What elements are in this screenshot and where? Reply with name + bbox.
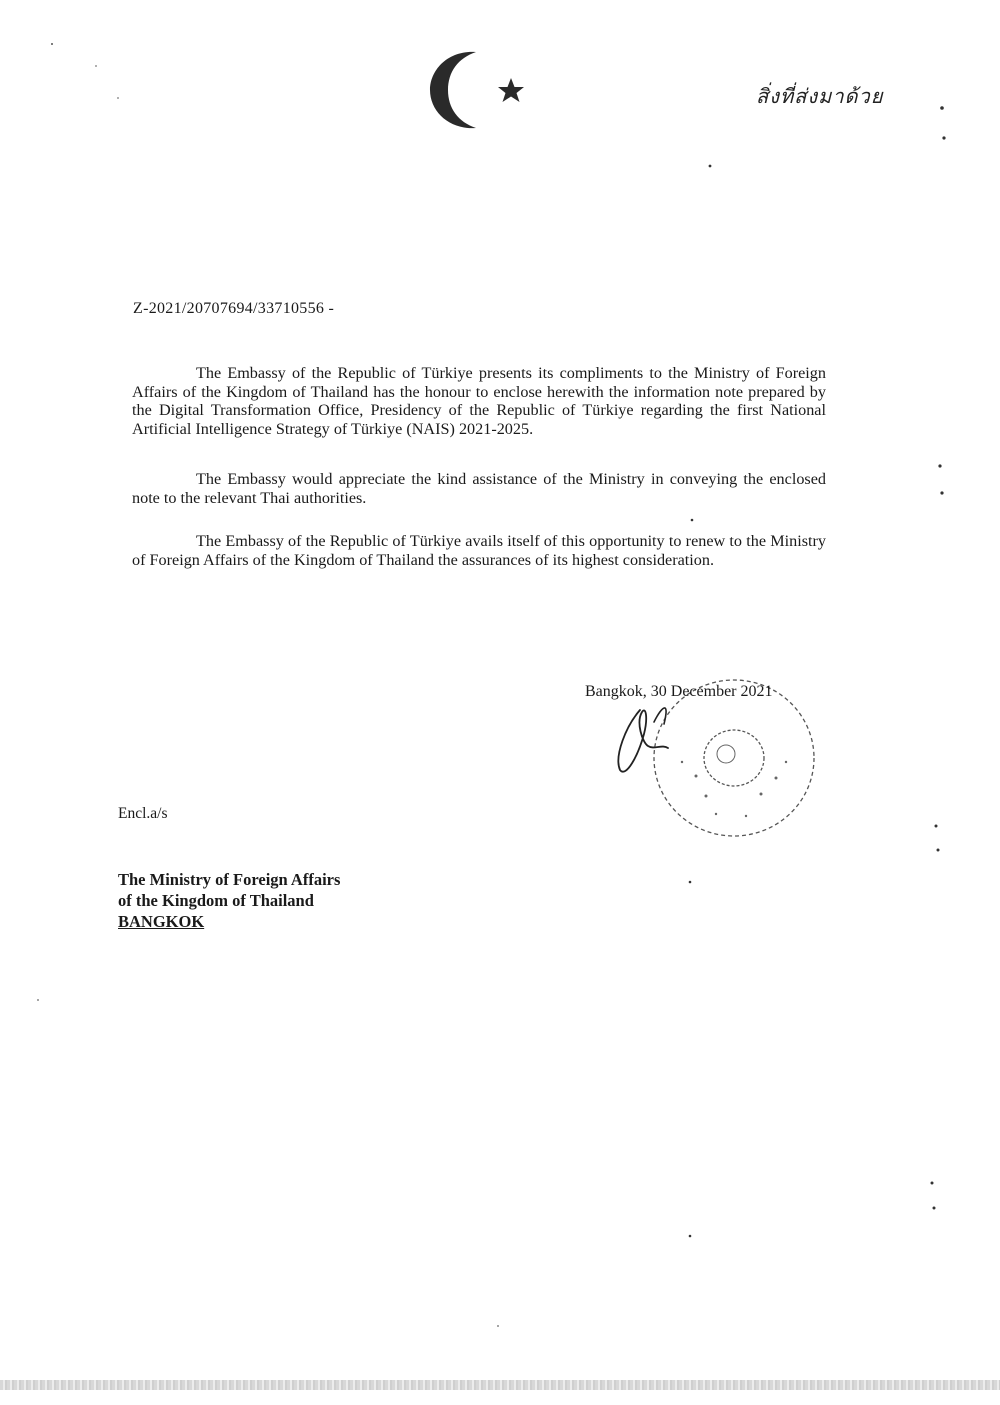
addressee-city: BANGKOK xyxy=(118,912,205,931)
signature-icon xyxy=(596,666,836,846)
addressee-line-1: The Ministry of Foreign Affairs xyxy=(118,870,341,889)
body-paragraph-2: The Embassy would appreciate the kind assistance of the Ministry in conveying the enclosed note to the relevant Thai authorities. xyxy=(132,470,826,507)
addressee-line-2: of the Kingdom of Thailand xyxy=(118,891,314,910)
crescent-star-icon xyxy=(424,48,534,132)
scan-edge-band xyxy=(0,1380,1000,1390)
place-date: Bangkok, 30 December 2021 xyxy=(585,683,773,700)
reference-number: Z-2021/20707694/33710556 - xyxy=(133,300,335,317)
enclosure-note: Encl.a/s xyxy=(118,805,168,822)
handwritten-annotation: สิ่งที่ส่งมาด้วย xyxy=(756,84,884,108)
body-paragraph-3: The Embassy of the Republic of Türkiye avails itself of this opportunity to renew to the Ministry of Foreign Affairs of the Kingdom of Thailand the assurances of its highest consideration. xyxy=(132,532,826,569)
body-paragraph-1: The Embassy of the Republic of Türkiye presents its compliments to the Ministry of Foreign Affairs of the Kingdom of Thailand has the honour to enclose herewith the information note prepared by the Digital Transformation Office, Presidency of the Republic of Türkiye regarding the first National Artificial Intelligence Strategy of Türkiye (NAIS) 2021-2025. xyxy=(132,364,826,438)
addressee-block xyxy=(118,869,340,932)
